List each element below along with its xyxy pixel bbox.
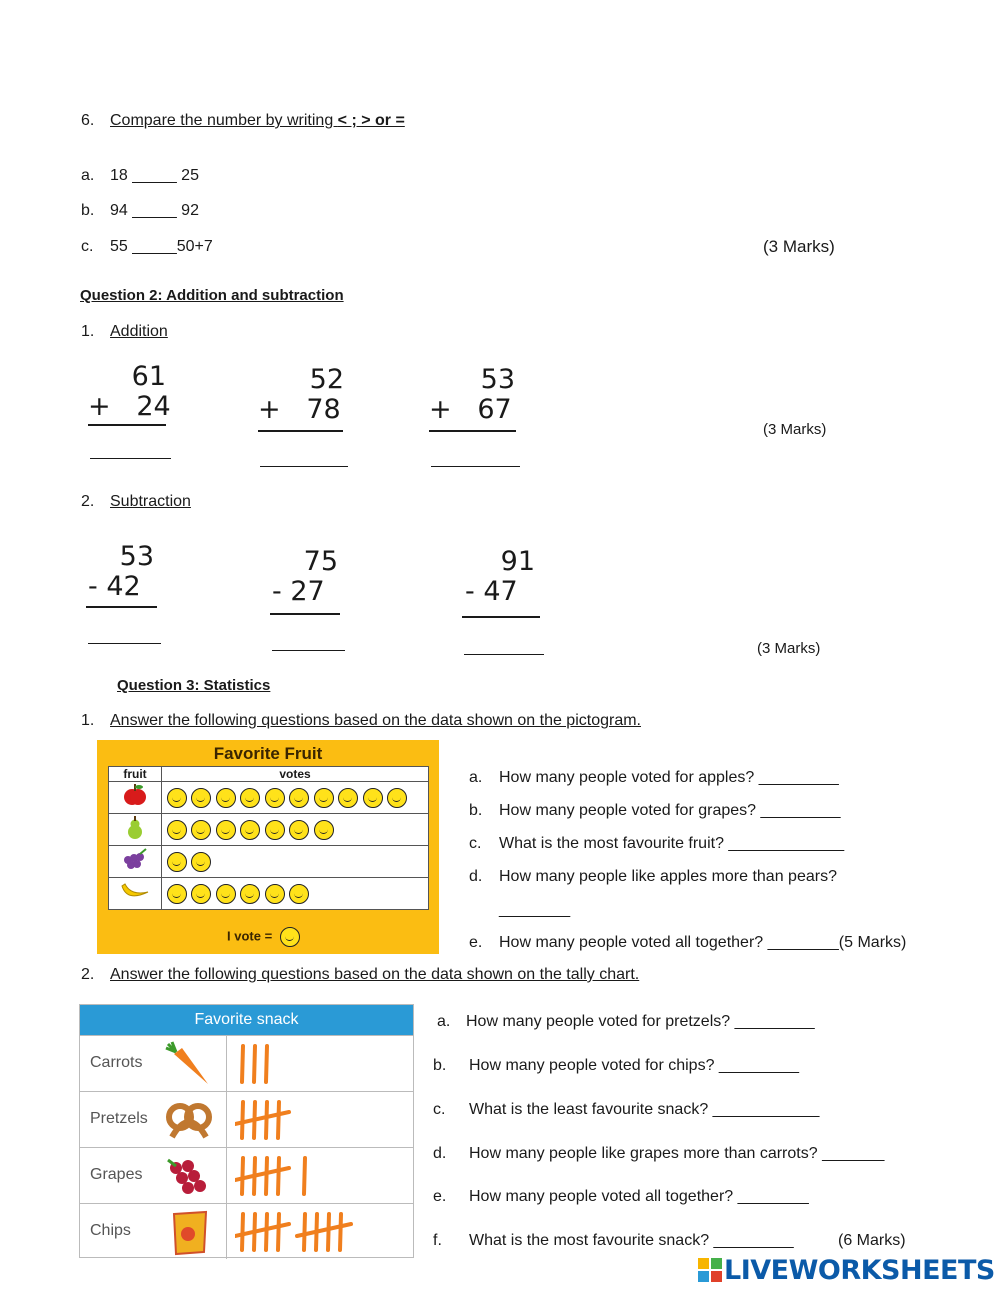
addition-problem-1 [88,362,178,422]
addition-problem-2-top: 52 [309,364,344,395]
subtraction-answer-1[interactable] [88,643,161,644]
smiley-face-icon [387,788,407,808]
smiley-face-icon [167,820,187,840]
addition-answer-3[interactable] [431,466,520,467]
q6-number: 6. [81,112,95,129]
smiley-face-icon [240,788,260,808]
fruit-q-a-letter: a. [469,769,483,786]
q6-title-bold: < ; > or = [337,112,405,129]
subtraction-answer-2[interactable] [272,650,345,651]
tally-row-label: Chips [90,1222,131,1239]
smiley-face-icon [191,884,211,904]
tally-row-label: Carrots [90,1054,143,1071]
fruit-q-b[interactable]: How many people voted for grapes? _________ [499,802,841,819]
tally-stroke [266,1214,267,1250]
smiley-face-icon [191,820,211,840]
subtraction-number: 2. [81,493,95,510]
snack-q-b-letter: b. [433,1057,447,1074]
pictogram-row [109,814,429,846]
smiley-face-icon [167,884,187,904]
subtraction-problem-2 [272,547,344,607]
tally-stroke [278,1158,279,1194]
subtraction-problem-1 [88,542,160,602]
q6-item-b[interactable]: 94 _____ 92 [110,202,199,219]
liveworksheets-logo-text: LIVEWORKSHEETS [724,1255,995,1286]
pictogram-table [108,766,429,910]
addition-problem-1-line [88,424,166,426]
pictogram-key [227,927,300,947]
tally-stroke [328,1214,329,1250]
pictogram-favorite-fruit [97,740,439,954]
snack-q-d[interactable]: How many people like grapes more than carrots? _______ [469,1145,885,1162]
tally-row [80,1203,413,1260]
subtraction-problem-3-top: 91 [500,546,535,577]
q6-title-text: Compare the number by writing [110,112,338,129]
tally-stroke [242,1102,243,1138]
tally-marks [235,1210,410,1254]
banana-votes [162,878,429,910]
pictogram-row [109,846,429,878]
pictogram-title: Favorite Fruit [213,744,323,763]
addition-problem-2-bottom: + 78 [258,394,341,425]
addition-problem-1-bottom: + 24 [88,391,171,422]
chips-icon [168,1208,212,1256]
fruit-q-d: How many people like apples more than pears? [499,868,837,885]
subtraction-problem-3-line [462,616,540,618]
addition-number: 1. [81,323,95,340]
fruit-q-c[interactable]: What is the most favourite fruit? _____________ [499,835,845,852]
pictogram-row [109,878,429,910]
smiley-face-icon [289,820,309,840]
grapes-icon [162,1154,212,1200]
q6-item-a-letter: a. [81,167,95,184]
snack-q-f-letter: f. [433,1232,442,1249]
tally-marks [235,1154,410,1198]
addition-label: Addition [110,323,168,340]
q3-heading: Question 3: Statistics [117,677,271,694]
q6-item-c-letter: c. [81,238,94,255]
subtraction-answer-3[interactable] [464,654,544,655]
tally-row [80,1035,413,1092]
tally-marks [235,1042,410,1086]
addition-answer-1[interactable] [90,458,171,459]
tally-stroke [266,1102,267,1138]
tally-stroke [266,1046,267,1082]
q3-p2-instruction: Answer the following questions based on the data shown on the tally chart. [110,966,640,983]
grapes-icon [109,846,162,878]
q6-title [110,111,405,131]
smiley-face-icon [289,788,309,808]
pictogram-col-votes: votes [162,767,429,782]
addition-marks: (3 Marks) [763,421,827,438]
q3-p1-instruction: Answer the following questions based on the data shown on the pictogram. [110,712,641,729]
q3-p1-number: 1. [81,712,95,729]
q2-heading: Question 2: Addition and subtraction [80,287,344,304]
tally-marks [235,1098,410,1142]
tally-row-label: Grapes [90,1166,143,1183]
subtraction-label: Subtraction [110,493,191,510]
fruit-q-d-letter: d. [469,868,483,885]
smiley-face-icon [363,788,383,808]
snack-q-f[interactable]: What is the most favourite snack? _________ [469,1232,794,1249]
smiley-face-icon [167,788,187,808]
q6-item-a[interactable]: 18 _____ 25 [110,167,199,184]
addition-problem-2-line [258,430,343,432]
smiley-face-icon [338,788,358,808]
tally-stroke [304,1158,305,1194]
smiley-face-icon [191,852,211,872]
snack-q-e[interactable]: How many people voted all together? ________ [469,1188,809,1205]
pictogram-row [109,782,429,814]
smiley-face-icon [280,927,300,947]
addition-problem-3-line [429,430,516,432]
banana-icon [109,878,162,910]
smiley-face-icon [191,788,211,808]
grapes-votes [162,846,429,878]
subtraction-problem-2-bottom: - 27 [272,576,325,607]
smiley-face-icon [265,788,285,808]
addition-problem-3-bottom: + 67 [429,394,512,425]
smiley-face-icon [314,788,334,808]
addition-answer-2[interactable] [260,466,348,467]
subtraction-problem-1-line [86,606,157,608]
snack-q-d-letter: d. [433,1145,447,1162]
smiley-face-icon [216,820,236,840]
snack-q-c-letter: c. [433,1101,446,1118]
smiley-face-icon [265,884,285,904]
tally-stroke [242,1046,243,1082]
subtraction-problem-2-top: 75 [303,546,338,577]
q6-item-b-letter: b. [81,202,95,219]
snack-marks: (6 Marks) [838,1232,906,1249]
addition-problem-3-top: 53 [480,364,515,395]
pictogram-key-label: I vote = [227,928,273,944]
subtraction-problem-3-bottom: - 47 [465,576,518,607]
fruit-q-e-letter: e. [469,934,483,951]
fruit-q-a[interactable]: How many people voted for apples? _________ [499,769,839,786]
pretzel-icon [164,1097,214,1143]
tally-stroke [254,1046,255,1082]
snack-q-b[interactable]: How many people voted for chips? _________ [469,1057,799,1074]
liveworksheets-logo-icon [698,1258,722,1282]
tally-stroke [340,1214,341,1250]
tally-stroke [278,1102,279,1138]
apple-votes [162,782,429,814]
addition-problem-3 [429,365,519,425]
smiley-face-icon [240,884,260,904]
tally-stroke [242,1214,243,1250]
tally-row [80,1147,413,1204]
q3-p2-number: 2. [81,966,95,983]
fruit-q-d-answer[interactable]: ________ [499,901,571,918]
tally-stroke [278,1214,279,1250]
addition-problem-1-top: 61 [131,361,166,392]
pictogram-col-fruit: fruit [109,767,162,782]
snack-q-a-letter: a. [437,1013,451,1030]
subtraction-problem-2-line [270,613,340,615]
tally-stroke [304,1214,305,1250]
tally-row-label: Pretzels [90,1110,148,1127]
tally-title: Favorite snack [80,1005,413,1035]
fruit-q-b-letter: b. [469,802,483,819]
smiley-face-icon [289,884,309,904]
snack-q-c[interactable]: What is the least favourite snack? ____________ [469,1101,820,1118]
subtraction-problem-1-bottom: - 42 [88,571,141,602]
pear-icon [109,814,162,846]
liveworksheets-logo [698,1255,995,1286]
smiley-face-icon [240,820,260,840]
snack-q-a[interactable]: How many people voted for pretzels? _________ [466,1013,815,1030]
pear-votes [162,814,429,846]
smiley-face-icon [167,852,187,872]
tally-chart-favorite-snack [79,1004,414,1258]
subtraction-problem-1-top: 53 [119,541,154,572]
q6-marks: (3 Marks) [763,237,835,256]
apple-icon [109,782,162,814]
fruit-q-e[interactable]: How many people voted all together? ________(5 Marks) [499,934,907,951]
subtraction-problem-3 [465,547,541,607]
q6-item-c[interactable]: 55 _____50+7 [110,238,213,255]
subtraction-marks: (3 Marks) [757,640,821,657]
tally-row [80,1091,413,1148]
smiley-face-icon [216,788,236,808]
tally-stroke [266,1158,267,1194]
carrot-icon [164,1040,214,1090]
fruit-q-c-letter: c. [469,835,482,852]
smiley-face-icon [216,884,236,904]
smiley-face-icon [265,820,285,840]
addition-problem-2 [258,365,348,425]
tally-stroke [242,1158,243,1194]
smiley-face-icon [314,820,334,840]
snack-q-e-letter: e. [433,1188,447,1205]
